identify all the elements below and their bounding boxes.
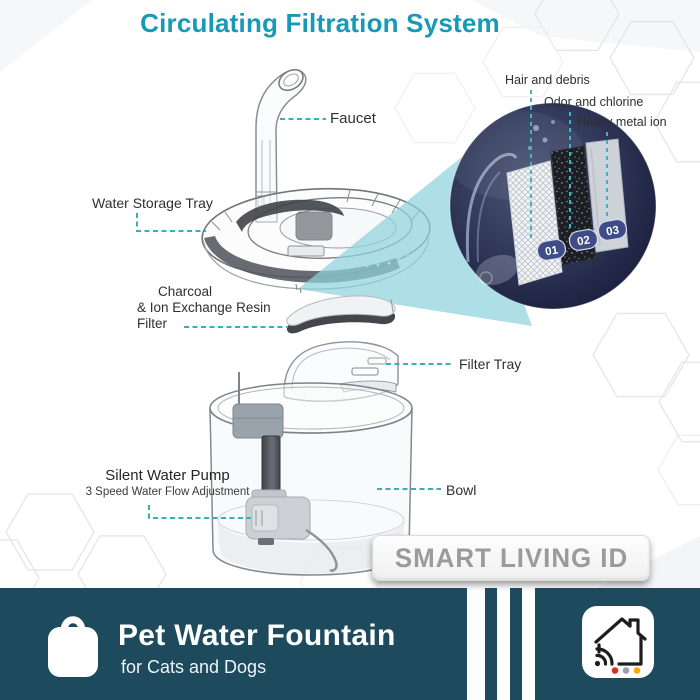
label-heavy-metal-ion: Heavy metal ion <box>577 115 667 129</box>
watermark-badge <box>372 535 650 581</box>
footer-product-title: Pet Water Fountain <box>118 619 396 652</box>
label-faucet: Faucet <box>330 110 376 127</box>
shopping-bag-icon <box>46 611 100 679</box>
label-pump-title: Silent Water Pump <box>105 467 230 484</box>
label-charcoal-filter-line2: & Ion Exchange Resin <box>137 300 271 315</box>
label-pump-subtitle: 3 Speed Water Flow Adjustment <box>85 486 250 499</box>
label-pump <box>60 467 275 499</box>
badge-1-text: 01 <box>544 244 560 259</box>
label-hair-and-debris: Hair and debris <box>505 73 590 87</box>
label-charcoal-filter-line1: Charcoal <box>158 284 213 299</box>
footer-stripe-2 <box>510 588 522 700</box>
footer-product-subtitle: for Cats and Dogs <box>121 657 267 677</box>
label-odor-and-chlorine: Odor and chlorine <box>544 95 644 109</box>
page-title: Circulating Filtration System <box>140 8 500 38</box>
smart-home-icon <box>582 606 654 678</box>
footer-stripe-1 <box>485 588 497 700</box>
label-water-storage-tray: Water Storage Tray <box>92 195 213 211</box>
label-charcoal-filter-line3: Filter <box>137 316 167 331</box>
badge-3-text: 03 <box>605 224 621 239</box>
badge-2-text: 02 <box>576 234 592 249</box>
watermark-text: SMART LIVING ID <box>394 542 628 573</box>
label-bowl: Bowl <box>446 482 477 498</box>
label-charcoal-filter <box>137 284 271 332</box>
smart-home-logo <box>582 606 654 678</box>
label-filter-tray: Filter Tray <box>459 356 522 372</box>
